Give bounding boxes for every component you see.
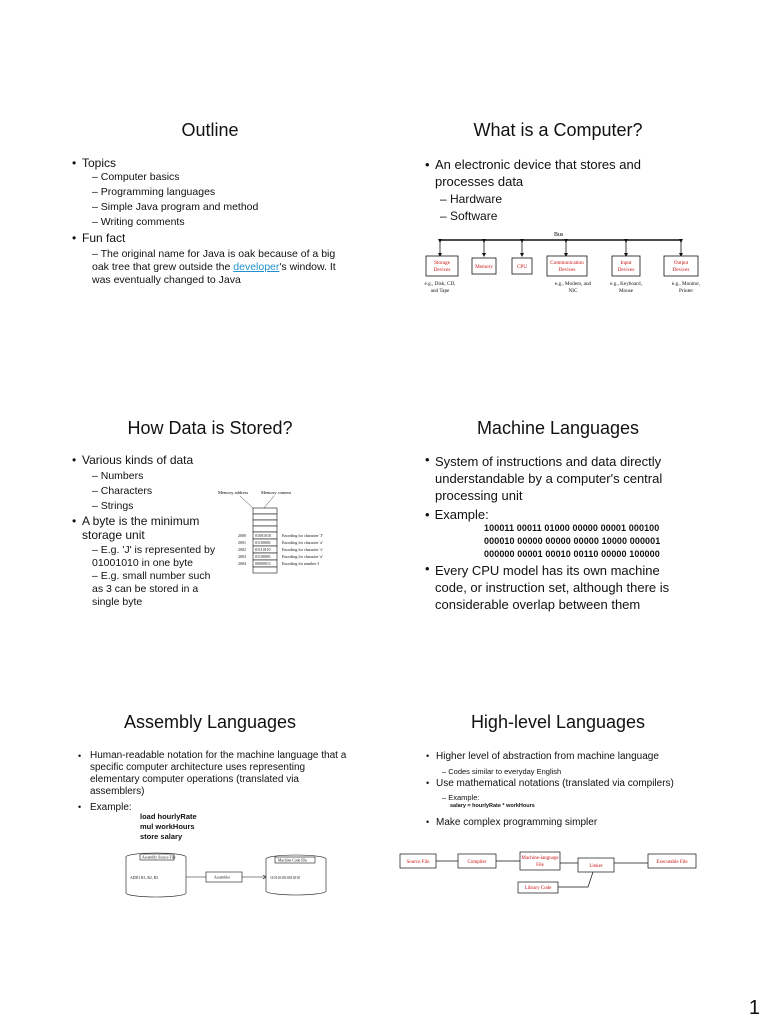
topics-list [92, 171, 258, 229]
code-line: load hourlyRate [140, 812, 197, 821]
bullet-mathematical-notations: Use mathematical notations (translated via compilers) [436, 778, 674, 789]
box-label: Devices [617, 267, 635, 273]
bullet-example: Example: [90, 802, 132, 813]
svg-text:Executable File: Executable File [656, 860, 688, 865]
sub-everyday-english: – Codes similar to everyday English [442, 767, 562, 776]
slide-title: High-level Languages [470, 712, 646, 732]
box-label: Output [673, 260, 689, 266]
box-label: CPU [516, 264, 528, 270]
list-item: – Programming languages [92, 186, 216, 198]
list-item: – Simple Java program and method [92, 201, 259, 213]
bullet-topics: • Topics [72, 156, 117, 170]
bullet-simpler: Make complex programming simpler [436, 817, 598, 828]
slide-title: How Data is Stored? [127, 418, 293, 438]
svg-text:Library Code: Library Code [524, 886, 552, 891]
list-item: – Software [440, 209, 498, 223]
slide-high-level-languages: High-level Languages • Higher level of abstraction from machine language – Codes similar to everyday English • Use mathematical notations (translated via compilers) – Example: salary = hourlyRate * workHours • Make complex programming simpler Source File Compiler Machine-language File Linker Executable File Library Code [378, 704, 738, 999]
data-kinds-list [92, 469, 152, 514]
box-label: Devices [433, 267, 451, 273]
svg-text:Encoding for character 'a': Encoding for character 'a' [282, 540, 323, 545]
svg-text:2003: 2003 [238, 554, 246, 559]
slide-title: Assembly Languages [123, 712, 297, 732]
svg-text:Encoding for number 3: Encoding for number 3 [282, 561, 320, 566]
bullet-system-of-instructions: System of instructions and data directly understandable by a computer's central processing unit [435, 454, 663, 503]
caption: e.g., Disk, CD, [424, 281, 456, 287]
bullet-higher-abstraction: Higher level of abstraction from machine language [436, 751, 659, 762]
communication-devices-box [547, 256, 587, 276]
output-devices-box [664, 256, 698, 276]
box-label: Communication [550, 260, 584, 266]
bus-label: Bus [554, 232, 564, 238]
svg-text:Assembler: Assembler [214, 875, 231, 880]
code-line: store salary [140, 832, 183, 841]
box-label: Memory [475, 264, 493, 270]
svg-text:Machine Code File: Machine Code File [278, 858, 308, 863]
svg-text:01110110: 01110110 [255, 547, 271, 552]
svg-text:Compiler: Compiler [467, 860, 487, 865]
svg-text:Encoding for character 'a': Encoding for character 'a' [282, 554, 323, 559]
bullet-human-readable: Human-readable notation for the machine language that a specific computer architecture uses representing elementary computer operations (translated via assemblers) [90, 750, 347, 797]
bullet-byte: • A byte is the minimum storage unit [72, 514, 200, 542]
svg-text:Memory address: Memory address [218, 490, 249, 495]
byte-example-1: – E.g. 'J' is represented by 01001010 in one byte [92, 544, 216, 569]
storage-devices-box [426, 256, 458, 276]
slide-assembly-languages: Assembly Languages • Human-readable notation for the machine language that a specific computer architecture uses representing elementary computer operations (translated via assemblers) • Example: load hourlyRate mul workHours store salary Assembly Source File ADD1 R1, R2, R3 Assembler Machine Code File 1101101010011010 [30, 704, 390, 999]
sub-example: – Example: [442, 793, 480, 802]
caption: and Tape [430, 288, 450, 294]
svg-text:Encoding for character 'v': Encoding for character 'v' [282, 547, 324, 552]
caption: NIC [568, 288, 578, 294]
bullet-example: • Example: [425, 507, 489, 522]
code-line: 000010 00000 00000 00000 10000 000001 [484, 536, 661, 546]
slide-title: What is a Computer? [473, 120, 643, 140]
box-label: Input [620, 260, 632, 266]
memory-diagram [216, 488, 376, 578]
list-item: – Writing comments [92, 216, 185, 228]
svg-text:2004: 2004 [238, 561, 246, 566]
assembly-code-block [140, 812, 197, 842]
svg-text:ADD1 R1, R2, R3: ADD1 R1, R2, R3 [130, 876, 159, 880]
list-item: – Numbers [92, 470, 144, 482]
list-item: – Strings [92, 500, 134, 512]
compile-link-diagram [398, 844, 718, 904]
svg-text:2002: 2002 [238, 547, 246, 552]
box-label: Machine-language [521, 856, 559, 861]
svg-text:Linker: Linker [589, 864, 603, 869]
example-statement: salary = hourlyRate * workHours [450, 803, 535, 809]
computer-bus-diagram [418, 228, 718, 328]
list-item: – Computer basics [92, 171, 180, 183]
svg-text:Memory content: Memory content [261, 490, 291, 495]
svg-text:Assembly Source File: Assembly Source File [142, 855, 176, 860]
caption: Printer [678, 288, 694, 294]
slide-data-storage [30, 408, 390, 703]
caption: e.g., Monitor, [671, 281, 701, 287]
svg-text:2001: 2001 [238, 540, 246, 545]
machine-code-block [484, 522, 660, 561]
byte-example-2: – E.g. small number such as 3 can be stored in a single byte [92, 570, 211, 608]
input-devices-box [612, 256, 640, 276]
list-item: – Characters [92, 485, 153, 497]
svg-text:1101101010011010: 1101101010011010 [270, 876, 300, 880]
svg-text:01100001: 01100001 [255, 554, 271, 559]
svg-text:Source File: Source File [406, 860, 430, 865]
svg-text:2000: 2000 [238, 533, 246, 538]
bullet-kinds-of-data: • Various kinds of data [72, 453, 194, 467]
fun-fact-text: – The original name for Java is oak because of a big oak tree that grew outside the developer's window. It was eventually changed to Java [92, 248, 336, 286]
box-label: Devices [558, 267, 576, 273]
caption: Mouse [618, 288, 634, 294]
slide-what-is-computer [378, 110, 738, 405]
box-label: File [536, 863, 544, 868]
list-item: – Hardware [440, 192, 503, 206]
svg-text:Encoding for character 'J': Encoding for character 'J' [282, 533, 323, 538]
code-line: 000000 00001 00010 00110 00000 100000 [484, 549, 660, 559]
bullet-fun-fact: • Fun fact [72, 231, 126, 245]
code-line: 100011 00011 01000 00000 00001 000100 [484, 523, 660, 533]
slide-machine-languages: Machine Languages System of instructions and data directly understandable by a computer's central processing unit • • Example: 100011 00011 01000 00000 00001 000100 000010 00000 00000 00000 10000 000001 000000 00001 00010 00110 00000 100000 • Every CPU model has its own machine code, or instruction set, although there is considerable overlap between them [378, 408, 738, 703]
hardware-software-list [440, 191, 502, 225]
bullet-cpu-models: Every CPU model has its own machine code, or instruction set, although there is considerable overlap between them [435, 563, 670, 612]
box-label: Storage [434, 260, 450, 266]
box-label: Devices [672, 267, 690, 273]
slide-outline [30, 110, 390, 405]
slide-title: Machine Languages [476, 418, 640, 438]
page-number: 1 [748, 997, 760, 1019]
svg-text:01100001: 01100001 [255, 540, 271, 545]
svg-text:01001010: 01001010 [255, 533, 271, 538]
svg-text:00000011: 00000011 [255, 561, 271, 566]
assembler-diagram [120, 849, 340, 909]
slide-title: Outline [181, 120, 239, 140]
caption: e.g., Keyboard, [610, 281, 642, 287]
code-line: mul workHours [140, 822, 195, 831]
bullet-definition: • An electronic device that stores and processes data [425, 157, 641, 189]
caption: e.g., Modem, and [554, 281, 592, 287]
developer-link[interactable]: developer [233, 261, 280, 273]
